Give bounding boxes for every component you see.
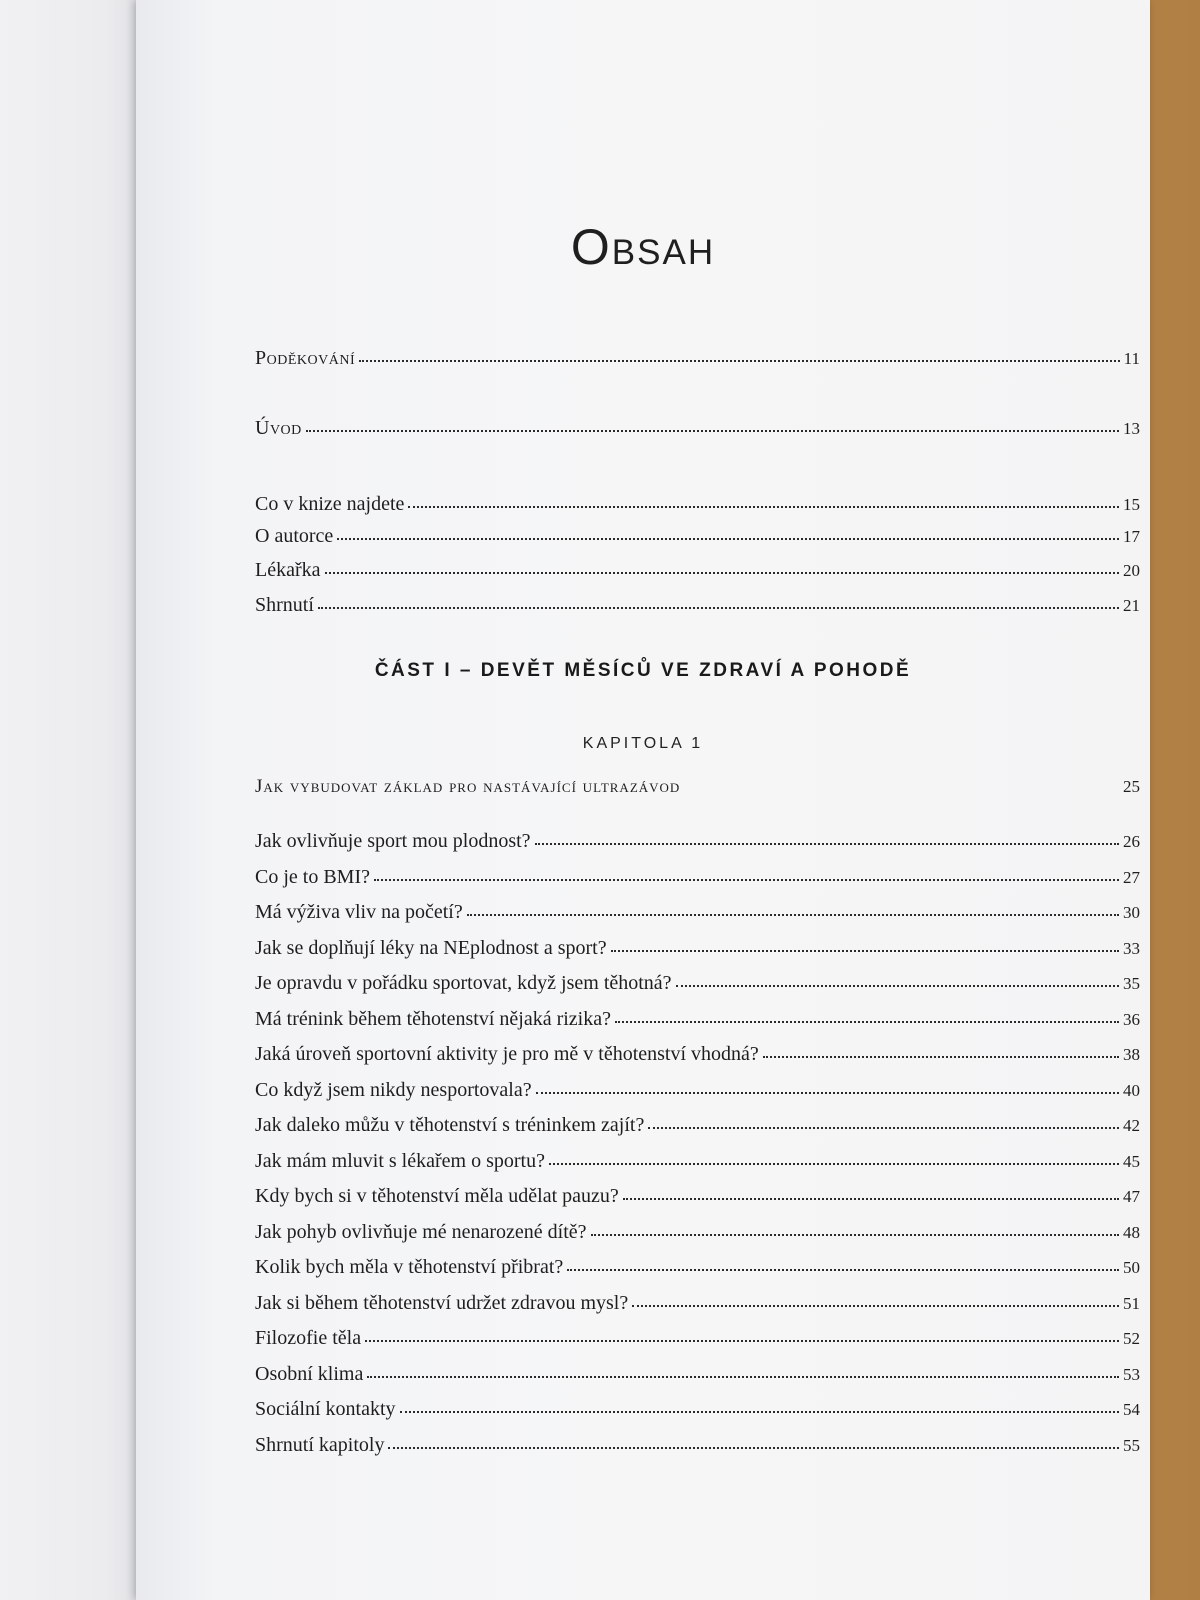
toc-entry-label: O autorce (255, 525, 334, 547)
dot-leader (536, 1092, 1119, 1094)
dot-leader (408, 506, 1119, 508)
dot-leader (623, 1198, 1119, 1200)
toc-entry-page-number: 26 (1123, 832, 1140, 851)
toc-entry-label: Jak pohyb ovlivňuje mé nenarozené dítě? (255, 1220, 587, 1243)
toc-entry[interactable] (255, 901, 1140, 933)
toc-entry-page-number: 45 (1123, 1151, 1140, 1171)
toc-entry[interactable] (255, 1114, 1140, 1146)
dot-leader (567, 1269, 1119, 1271)
toc-entry[interactable] (255, 866, 1140, 898)
toc-entry-label: Shrnutí (255, 594, 314, 616)
toc-entry-page-number: 33 (1123, 938, 1140, 958)
toc-entry-label: Lékařka (255, 559, 321, 581)
toc-entry-page-number: 35 (1123, 974, 1140, 993)
dot-leader (632, 1305, 1119, 1307)
toc-entry-page-number: 51 (1123, 1293, 1140, 1313)
toc-entry[interactable] (255, 1043, 1140, 1075)
dot-leader (611, 950, 1119, 952)
toc-entry-page-number: 50 (1123, 1258, 1140, 1277)
dot-leader (359, 360, 1120, 362)
toc-entry-label: Jak daleko můžu v těhotenství s tréninkem zajít? (255, 1114, 645, 1136)
toc-entry[interactable] (255, 1185, 1140, 1217)
toc-entry-label: Jak mám mluvit s lékařem o sportu? (255, 1149, 545, 1172)
dot-leader (648, 1127, 1119, 1129)
toc-entry-label: Je opravdu v pořádku sportovat, když jsem těhotná? (255, 972, 672, 994)
toc-entry[interactable] (255, 1221, 1140, 1253)
dot-leader (337, 538, 1119, 540)
toc-entry[interactable] (255, 559, 1140, 591)
toc-entry-label: Jak ovlivňuje sport mou plodnost? (255, 830, 531, 852)
dot-leader (467, 914, 1119, 916)
toc-entry[interactable] (255, 1363, 1140, 1395)
toc-entry-label: Kolik bych měla v těhotenství přibrat? (255, 1256, 564, 1278)
dot-leader (549, 1163, 1119, 1165)
dot-leader (400, 1411, 1119, 1413)
toc-entry[interactable] (255, 493, 1140, 525)
toc-entry-page-number: 40 (1123, 1080, 1140, 1100)
contents-page (136, 0, 1150, 1600)
toc-entry-label: Jak si během těhotenství udržet zdravou mysl? (255, 1291, 629, 1314)
toc-entry-label: Úvod (255, 417, 302, 439)
dot-leader (591, 1234, 1119, 1236)
toc-entry[interactable] (255, 830, 1140, 862)
toc-entry-label: Kdy bych si v těhotenství měla udělat pauzu? (255, 1185, 619, 1207)
chapter-page-number: 25 (1123, 777, 1140, 796)
left-page (0, 0, 150, 1600)
toc-entry-label: Co v knize najdete (255, 493, 405, 515)
toc-entry-label: Filozofie těla (255, 1327, 362, 1349)
dot-leader (676, 985, 1119, 987)
part-title: ČÁST I – DEVĚT MĚSÍCŮ VE ZDRAVÍ A POHODĚ (374, 660, 912, 681)
toc-entry-label: Poděkování (255, 347, 356, 369)
dot-leader (615, 1021, 1119, 1023)
chapter-label: KAPITOLA 1 (582, 735, 704, 752)
dot-leader (365, 1340, 1119, 1342)
toc-entry-label: Osobní klima (255, 1362, 364, 1385)
dot-leader (535, 843, 1119, 845)
toc-entry-page-number: 54 (1123, 1400, 1140, 1419)
dot-leader (388, 1447, 1119, 1449)
toc-entry[interactable] (255, 594, 1140, 626)
toc-entry[interactable] (255, 525, 1140, 557)
toc-entry-page-number: 38 (1123, 1045, 1140, 1064)
toc-entry-page-number: 48 (1123, 1222, 1140, 1242)
chapter-title: Jak vybudovat základ pro nastávající ultrazávod (255, 776, 681, 797)
page-title: Obsah (570, 219, 716, 275)
dot-leader (325, 572, 1119, 574)
toc-entry-label: Jak se doplňují léky na NEplodnost a sport? (255, 936, 607, 959)
dot-leader (306, 430, 1119, 432)
toc-entry[interactable] (255, 417, 1140, 449)
toc-entry[interactable] (255, 1008, 1140, 1040)
dot-leader (374, 879, 1119, 881)
toc-entry-page-number: 11 (1123, 349, 1140, 368)
dot-leader (367, 1376, 1119, 1378)
toc-entry[interactable] (255, 1398, 1140, 1430)
toc-entry-page-number: 27 (1123, 867, 1140, 887)
toc-entry[interactable] (255, 1327, 1140, 1359)
toc-entry[interactable] (255, 347, 1140, 379)
toc-entry-page-number: 17 (1123, 527, 1140, 546)
toc-entry-label: Sociální kontakty (255, 1398, 396, 1420)
toc-entry[interactable] (255, 1434, 1140, 1466)
chapter-title-row[interactable] (255, 776, 1140, 798)
dot-leader (318, 607, 1119, 609)
toc-entry[interactable] (255, 1292, 1140, 1324)
toc-entry-label: Jaká úroveň sportovní aktivity je pro mě v těhotenství vhodná? (255, 1043, 759, 1065)
toc-entry[interactable] (255, 1079, 1140, 1111)
toc-entry-page-number: 52 (1123, 1329, 1140, 1348)
toc-entry[interactable] (255, 937, 1140, 969)
toc-entry-label: Co je to BMI? (255, 865, 370, 888)
toc-entry[interactable] (255, 1150, 1140, 1182)
toc-entry-page-number: 13 (1123, 419, 1140, 438)
toc-entry-page-number: 47 (1123, 1187, 1140, 1206)
toc-entry-page-number: 21 (1123, 596, 1140, 615)
dot-leader (763, 1056, 1119, 1058)
toc-entry[interactable] (255, 1256, 1140, 1288)
toc-entry-page-number: 15 (1123, 495, 1140, 514)
toc-entry-page-number: 36 (1123, 1009, 1140, 1029)
toc-entry-label: Má trénink během těhotenství nějaká rizika? (255, 1007, 611, 1030)
toc-entry-page-number: 30 (1123, 903, 1140, 922)
toc-entry-label: Shrnutí kapitoly (255, 1433, 385, 1456)
toc-entry-page-number: 20 (1123, 561, 1140, 580)
toc-entry-page-number: 55 (1123, 1435, 1140, 1455)
toc-entry-label: Co když jsem nikdy nesportovala? (255, 1078, 532, 1101)
toc-entry[interactable] (255, 972, 1140, 1004)
toc-entry-page-number: 53 (1123, 1364, 1140, 1384)
toc-entry-label: Má výživa vliv na početí? (255, 901, 463, 923)
toc-entry-page-number: 42 (1123, 1116, 1140, 1135)
